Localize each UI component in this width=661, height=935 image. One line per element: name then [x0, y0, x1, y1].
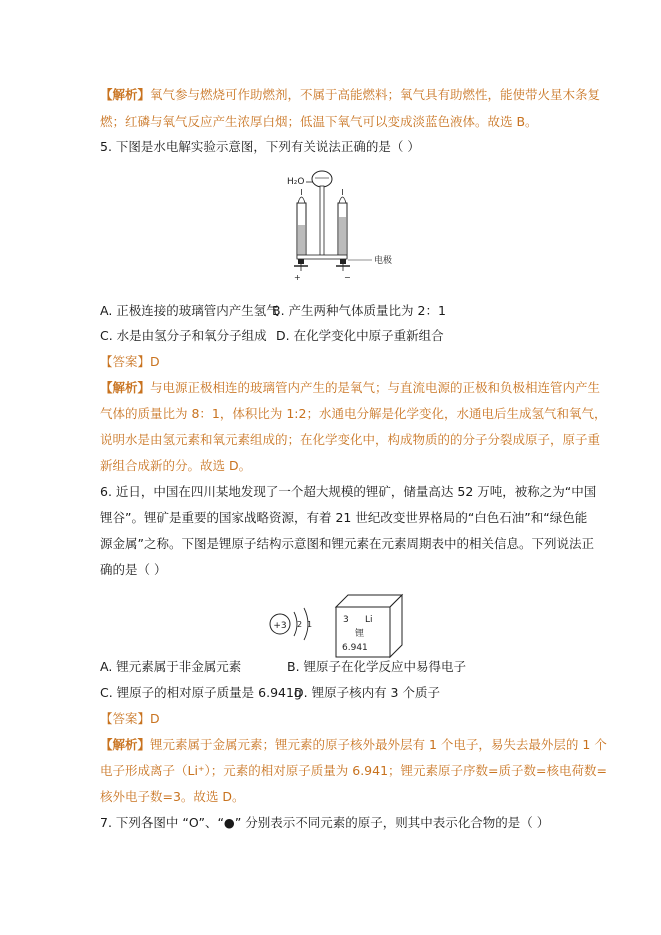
q5-option-b: B. 产生两种气体质量比为 2：1	[272, 303, 446, 318]
q6-analysis-line-3: 核外电子数=3。故选 D。	[100, 789, 245, 804]
q7-stem: 7. 下列各图中 “O”、“●” 分别表示不同元素的原子，则其中表示化合物的是（ ）	[100, 815, 550, 830]
water-label: H₂O	[287, 177, 305, 187]
q5-analysis-line-2: 气体的质量比为 8：1，体积比为 1:2；水通电分解是化学变化，水通电后生成氢气和氧气，	[100, 406, 607, 421]
q6-option-a: A. 锂元素属于非金属元素	[100, 659, 242, 674]
negative-terminal: −	[344, 273, 351, 281]
element-name: 锂	[355, 629, 365, 639]
analysis-tag: 【解析】	[100, 737, 151, 752]
q5-option-d: D. 在化学变化中原子重新组合	[276, 328, 444, 343]
q6-stem-line-4: 确的是（ ）	[100, 562, 167, 577]
q6-option-b: B. 锂原子在化学反应中易得电子	[287, 659, 467, 674]
q4-analysis-line-1: 【解析】氧气参与燃烧可作助燃剂，不属于高能燃料；氧气具有助燃性，能使带火星木条复	[100, 87, 601, 102]
lithium-element-cube	[334, 593, 406, 659]
positive-terminal: +	[294, 273, 301, 281]
q5-analysis-line-4: 新组合成新的分。故选 D。	[100, 458, 252, 473]
q6-stem-line-1: 6. 近日，中国在四川某地发现了一个超大规模的锂矿，储量高达 52 万吨，被称之为“中国	[100, 484, 597, 499]
q5-stem: 5. 下图是水电解实验示意图，下列有关说法正确的是（ ）	[100, 139, 420, 154]
q5-option-a: A. 正极连接的玻璃管内产生氢气	[100, 303, 279, 318]
q6-option-d: D. 锂原子核内有 3 个质子	[294, 685, 440, 700]
q5-analysis-line-1: 【解析】与电源正极相连的玻璃管内产生的是氧气；与直流电源的正极和负极相连管内产生	[100, 380, 601, 395]
lithium-atom-diagram	[266, 600, 326, 648]
q6-stem-line-2: 锂谷”。锂矿是重要的国家战略资源，有着 21 世纪改变世界格局的“白色石油”和“绿色能	[100, 510, 588, 525]
element-symbol: Li	[365, 615, 373, 625]
q4-analysis-line-2: 燃；红磷与氧气反应产生浓厚白烟；低温下氧气可以变成淡蓝色液体。故选 B。	[100, 114, 538, 129]
q6-analysis-line-2: 电子形成离子（Li⁺）；元素的相对原子质量为 6.941；锂元素原子序数=质子数=核电荷数=	[100, 763, 607, 778]
shell-1-electrons: 2	[297, 620, 303, 629]
electrolysis-diagram	[282, 165, 402, 281]
atomic-number: 3	[343, 615, 349, 625]
analysis-tag: 【解析】	[100, 87, 151, 102]
q6-answer: 【答案】D	[100, 711, 160, 726]
nucleus-charge: +3	[273, 621, 287, 631]
q6-analysis-line-1: 【解析】锂元素属于金属元素；锂元素的原子核外最外层有 1 个电子，易失去最外层的 1 个	[100, 737, 607, 752]
shell-2-electrons: 1	[307, 620, 313, 629]
q5-answer: 【答案】D	[100, 354, 160, 369]
electrode-label: 电极	[374, 256, 393, 266]
atomic-mass: 6.941	[342, 643, 368, 653]
q6-option-c: C. 锂原子的相对原子质量是 6.941g	[100, 685, 302, 700]
q6-stem-line-3: 源金属”之称。下图是锂原子结构示意图和锂元素在元素周期表中的相关信息。下列说法正	[100, 536, 594, 551]
analysis-tag: 【解析】	[100, 380, 151, 395]
q5-option-c: C. 水是由氢分子和氧分子组成	[100, 328, 267, 343]
q5-analysis-line-3: 说明水是由氢元素和氧元素组成的；在化学变化中，构成物质的的分子分裂成原子，原子重	[100, 432, 601, 447]
